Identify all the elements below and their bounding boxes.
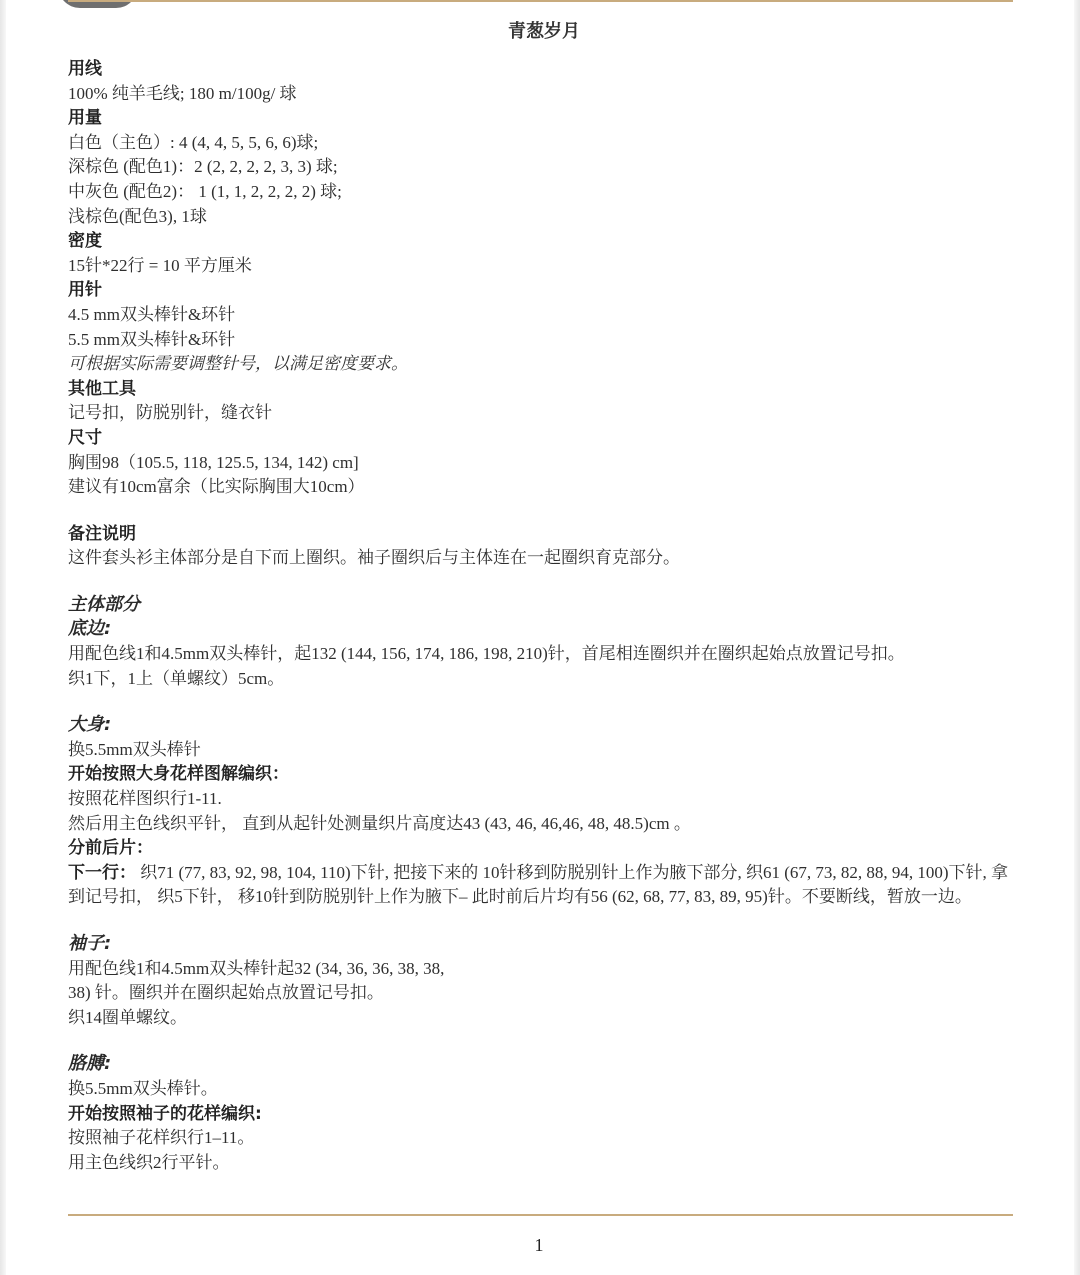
torso-needle-change: 换5.5mm双头棒针 — [68, 739, 201, 759]
hem-heading: 底边: — [68, 618, 112, 640]
amount-line: 浅棕色(配色3), 1球 — [68, 206, 207, 226]
tools-heading: 其他工具 — [68, 378, 136, 399]
notes-heading: 备注说明 — [68, 523, 136, 544]
body-section-heading: 主体部分 — [68, 593, 140, 615]
arm-heading: 胳膊: — [68, 1053, 112, 1075]
hem-line: 织1下，1上（单螺纹）5cm。 — [68, 668, 285, 688]
needles-line: 5.5 mm双头棒针&环针 — [68, 329, 236, 349]
size-line: 建议有10cm富余（比实际胸围大10cm） — [68, 477, 365, 497]
gauge-heading: 密度 — [68, 231, 102, 252]
split-heading: 分前后片： — [68, 838, 153, 859]
footer-rule — [68, 1214, 1013, 1216]
needles-note: 可根据实际需要调整针号，以满足密度要求。 — [68, 354, 408, 374]
spacer — [68, 1030, 1013, 1052]
amount-heading: 用量 — [68, 108, 102, 129]
torso-heading: 大身: — [68, 714, 112, 736]
sleeves-line: 织14圈单螺纹。 — [68, 1007, 187, 1027]
sleeves-line: 用配色线1和4.5mm双头棒针起32 (34, 36, 36, 38, 38, — [68, 958, 445, 978]
spacer — [68, 500, 1013, 522]
torso-pattern-heading: 开始按照大身花样图解编织： — [68, 764, 289, 785]
tools-text: 记号扣，防脱别针，缝衣针 — [68, 403, 272, 423]
amount-line: 中灰色 (配色2)： 1 (1, 1, 2, 2, 2, 2) 球; — [68, 181, 342, 201]
page-edge-left — [0, 0, 6, 1275]
size-heading: 尺寸 — [68, 427, 102, 448]
page-content — [68, 57, 1013, 1175]
amount-line: 深棕色 (配色1)：2 (2, 2, 2, 2, 3, 3) 球; — [68, 157, 338, 177]
spacer — [68, 571, 1013, 593]
amount-line: 白色（主色）: 4 (4, 4, 5, 5, 6, 6)球; — [68, 132, 319, 152]
spacer — [68, 691, 1013, 713]
needles-line: 4.5 mm双头棒针&环针 — [68, 304, 236, 324]
next-row-label: 下一行： — [68, 862, 136, 883]
arm-needle-change: 换5.5mm双头棒针。 — [68, 1078, 218, 1098]
arm-line: 用主色线织2行平针。 — [68, 1152, 230, 1172]
notes-text: 这件套头衫主体部分是自下而上圈织。袖子圈织后与主体连在一起圈织育克部分。 — [68, 548, 680, 568]
arm-line: 按照袖子花样织行1–11。 — [68, 1128, 255, 1148]
gauge-text: 15针*22行 = 10 平方厘米 — [68, 255, 252, 275]
torso-line: 然后用主色线织平针， 直到从起针处测量织片高度达43 (43, 46, 46,46, 48, 48.5)cm 。 — [68, 813, 691, 833]
needles-heading: 用针 — [68, 280, 102, 301]
torso-line: 按照花样图织行1-11. — [68, 789, 222, 809]
size-line: 胸围98（105.5, 118, 125.5, 134, 142) cm] — [68, 452, 359, 472]
spacer — [68, 910, 1013, 932]
arm-pattern-heading: 开始按照袖子的花样编织: — [68, 1103, 262, 1124]
page-edge-right — [1074, 0, 1080, 1275]
next-row-paragraph — [68, 861, 1013, 910]
header-rule — [68, 0, 1013, 2]
yarn-heading: 用线 — [68, 59, 102, 79]
yarn-text: 100% 纯羊毛线; 180 m/100g/ 球 — [68, 83, 297, 103]
next-row-text: 织71 (77, 83, 92, 98, 104, 110)下针, 把接下来的 10针移到防脱别针上作为腋下部分, 织61 (67, 73, 82, 88, 94, 100)下针, 拿到记号扣， 织5下针， 移10针到防脱别针上作为腋下– 此时前后片均有56 (62, 68, 77, 83, 89, 95)针。不要断线，暂放一边。 — [68, 862, 1009, 907]
sleeves-line: 38) 针。圈织并在圈织起始点放置记号扣。 — [68, 983, 384, 1003]
sleeves-heading: 袖子: — [68, 933, 112, 954]
hem-line: 用配色线1和4.5mm双头棒针，起132 (144, 156, 174, 186, 198, 210)针，首尾相连圈织并在圈织起始点放置记号扣。 — [68, 644, 905, 664]
page-number: 1 — [534, 1235, 544, 1255]
document-title: 青葱岁月 — [508, 21, 580, 42]
